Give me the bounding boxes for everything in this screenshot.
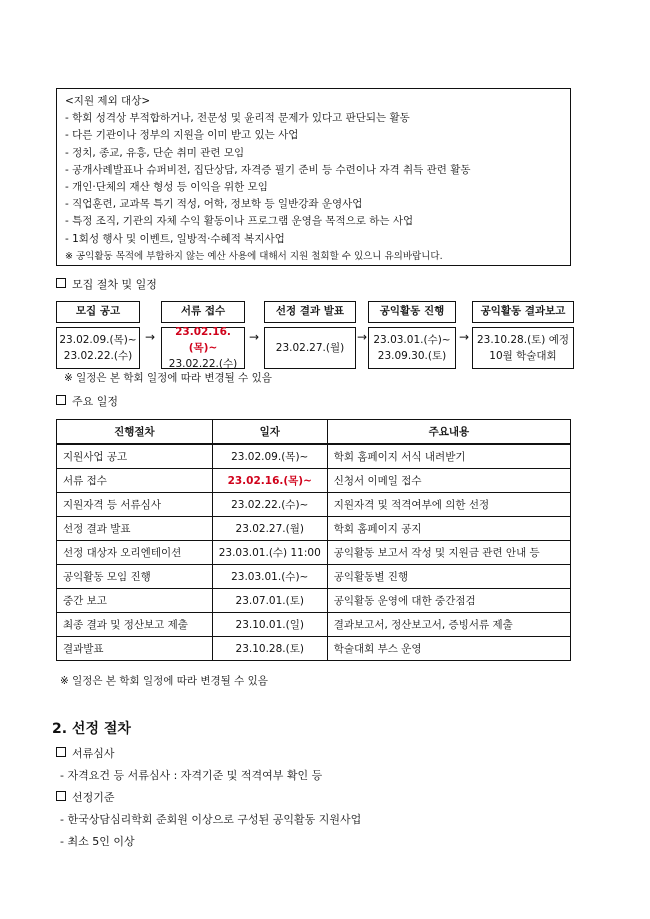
table-cell: 결과발표: [57, 637, 213, 661]
table-cell: 학회 홈페이지 서식 내려받기: [327, 444, 570, 469]
exclusion-box: [56, 88, 571, 266]
exclusion-item: - 특정 조직, 기관의 자체 수익 활동이나 프로그램 운영을 목적으로 하는 사업: [65, 215, 414, 228]
exclusion-item: - 공개사례발표나 슈퍼비전, 집단상담, 자격증 필기 준비 등 수련이나 자격 취득 관련 활동: [65, 163, 471, 176]
schedule-table: [56, 419, 571, 661]
table-cell: 신청서 이메일 접수: [327, 469, 570, 493]
table-cell-highlight: 23.02.16.(목)~: [212, 469, 327, 493]
review-heading: [56, 745, 115, 761]
arrow-right-icon: →: [249, 330, 260, 344]
exclusion-item: - 다른 기관이나 정부의 지원을 이미 받고 있는 사업: [65, 129, 299, 142]
table-cell: 23.03.01.(수) 11:00: [212, 541, 327, 565]
table-cell: 23.03.01.(수)~: [212, 565, 327, 589]
column-header: 주요내용: [327, 420, 570, 445]
table-cell: 지원자격 및 적격여부에 의한 선정: [327, 493, 570, 517]
flow-step-body: [161, 327, 245, 369]
flow-step-title: 모집 공고: [56, 301, 140, 323]
checkbox-square-icon: [56, 278, 66, 288]
flow-step-date: 10월 학술대회: [489, 350, 557, 362]
flow-step-date: 23.02.22.(수): [63, 350, 133, 362]
flow-step-date-highlight: 23.02.16.(목)~: [175, 326, 231, 354]
arrow-right-icon: →: [459, 330, 470, 344]
table-cell: 23.10.28.(토): [212, 637, 327, 661]
table-cell: 지원사업 공고: [57, 444, 213, 469]
table-cell: 최종 결과 및 정산보고 제출: [57, 613, 213, 637]
flow-step-date: 23.02.09.(목)~: [59, 334, 137, 346]
table-cell: 공익활동별 진행: [327, 565, 570, 589]
schedule-heading: [56, 393, 118, 409]
exclusion-note: ※ 공익활동 목적에 부합하지 않는 예산 사용에 대해서 지원 철회할 수 있으니 유의바랍니다.: [65, 250, 443, 262]
flow-step-date: 23.10.28.(토) 예정: [476, 334, 570, 346]
flow-step-date: 23.03.01.(수)~: [373, 334, 451, 346]
exclusion-item: - 정치, 종교, 유흥, 단순 취미 관련 모임: [65, 146, 245, 159]
table-cell: 결과보고서, 정산보고서, 증빙서류 제출: [327, 613, 570, 637]
flow-step-body: [264, 327, 356, 369]
schedule-note: ※ 일정은 본 학회 일정에 따라 변경될 수 있음: [60, 675, 268, 687]
flow-step-date: 23.09.30.(토): [377, 350, 447, 362]
table-row: [57, 469, 571, 493]
table-cell: 지원자격 등 서류심사: [57, 493, 213, 517]
column-header: 일자: [212, 420, 327, 445]
table-cell: 23.02.27.(월): [212, 517, 327, 541]
table-row: [57, 444, 571, 469]
column-header: 진행절차: [57, 420, 213, 445]
table-cell: 공익활동 보고서 작성 및 지원금 관련 안내 등: [327, 541, 570, 565]
table-cell: 공익활동 운영에 대한 중간점검: [327, 589, 570, 613]
flow-step-date: 23.02.27.(월): [275, 342, 345, 354]
table-row: [57, 565, 571, 589]
recruit-heading: [56, 276, 157, 292]
checkbox-square-icon: [56, 395, 66, 405]
exclusion-item: - 직업훈련, 교과목 특기 적성, 어학, 정보학 등 일반강좌 운영사업: [65, 198, 363, 211]
table-row: [57, 589, 571, 613]
flow-step-title: 공익활동 결과보고: [472, 301, 574, 323]
table-cell: 공익활동 모임 진행: [57, 565, 213, 589]
table-cell: 학술대회 부스 운영: [327, 637, 570, 661]
table-cell: 서류 접수: [57, 469, 213, 493]
recruit-note: ※ 일정은 본 학회 일정에 따라 변경될 수 있음: [64, 372, 272, 384]
table-row: [57, 613, 571, 637]
review-heading-text: 서류심사: [72, 747, 115, 760]
arrow-right-icon: →: [145, 330, 156, 344]
exclusion-item: - 1회성 행사 및 이벤트, 일방적·수혜적 복지사업: [65, 232, 285, 245]
flow-step-body: [56, 327, 140, 369]
criteria-heading: [56, 789, 115, 805]
flow-step-title: 선정 결과 발표: [264, 301, 356, 323]
table-row: [57, 541, 571, 565]
exclusion-title: <지원 제외 대상>: [65, 95, 151, 107]
table-cell: 23.10.01.(일): [212, 613, 327, 637]
review-item: - 자격요건 등 서류심사 : 자격기준 및 적격여부 확인 등: [60, 769, 323, 782]
table-cell: 23.02.22.(수)~: [212, 493, 327, 517]
checkbox-square-icon: [56, 747, 66, 757]
flow-step-date: 23.02.22.(수): [168, 358, 238, 370]
table-cell: 학회 홈페이지 공지: [327, 517, 570, 541]
schedule-heading-text: 주요 일정: [72, 395, 119, 408]
flow-step-body: [368, 327, 456, 369]
criteria-item: - 한국상담심리학회 준회원 이상으로 구성된 공익활동 지원사업: [60, 813, 362, 826]
criteria-item: - 최소 5인 이상: [60, 835, 135, 848]
table-header-row: [57, 420, 571, 445]
checkbox-square-icon: [56, 791, 66, 801]
flow-step-title: 서류 접수: [161, 301, 245, 323]
exclusion-item: - 학회 성격상 부적합하거나, 전문성 및 윤리적 문제가 있다고 판단되는 활동: [65, 112, 410, 125]
table-cell: 중간 보고: [57, 589, 213, 613]
table-cell: 23.02.09.(목)~: [212, 444, 327, 469]
flow-step-title: 공익활동 진행: [368, 301, 456, 323]
table-cell: 선정 대상자 오리엔테이션: [57, 541, 213, 565]
table-row: [57, 637, 571, 661]
criteria-heading-text: 선정기준: [72, 791, 115, 804]
table-row: [57, 517, 571, 541]
table-cell: 23.07.01.(토): [212, 589, 327, 613]
recruit-heading-text: 모집 절차 및 일정: [72, 278, 157, 291]
arrow-right-icon: →: [357, 330, 368, 344]
exclusion-item: - 개인·단체의 재산 형성 등 이익을 위한 모임: [65, 180, 268, 193]
section-title: 2. 선정 절차: [52, 721, 131, 737]
table-cell: 선정 결과 발표: [57, 517, 213, 541]
table-row: [57, 493, 571, 517]
flow-step-body: [472, 327, 574, 369]
